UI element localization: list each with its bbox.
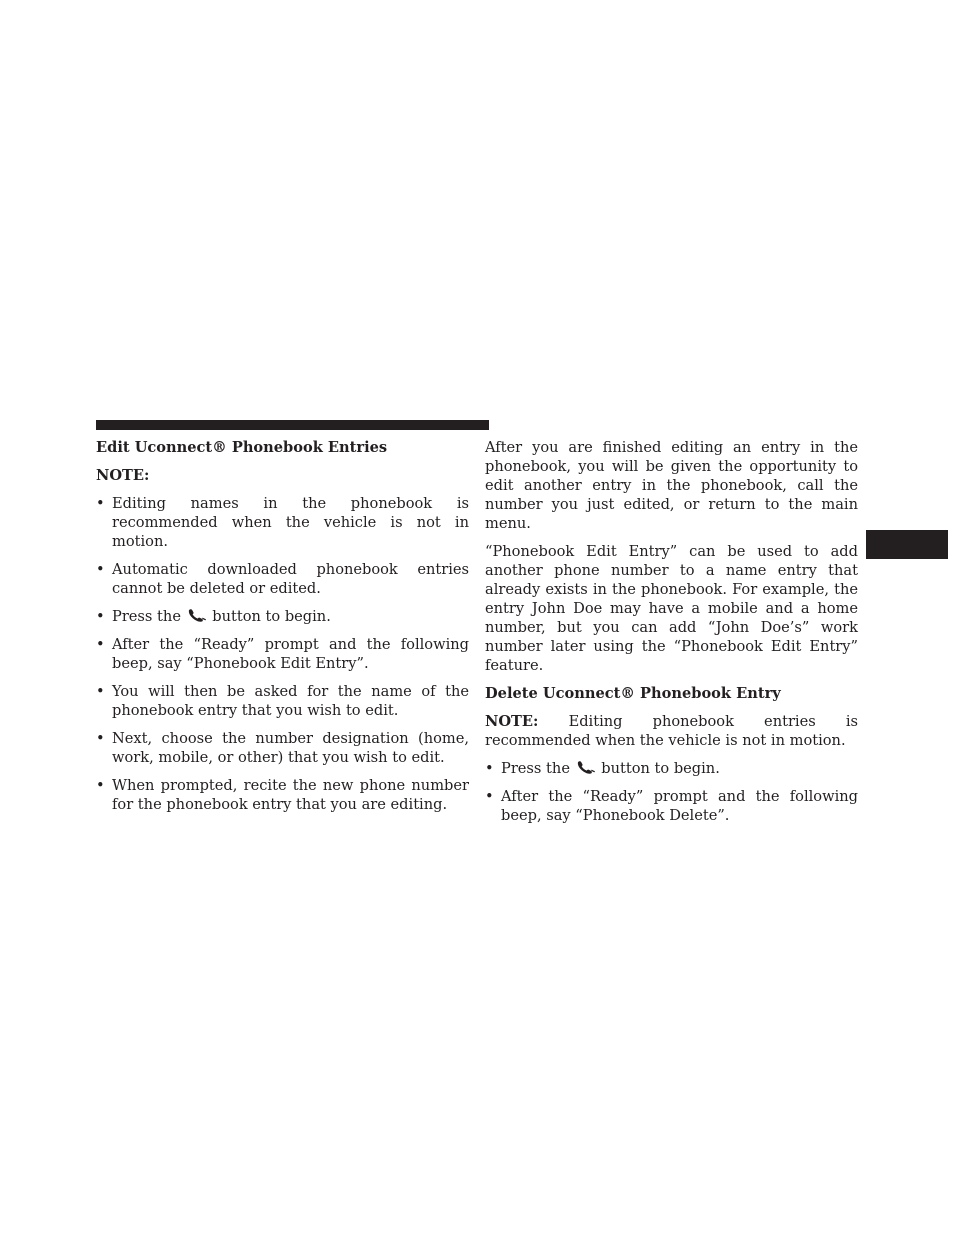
list-item: • Press the button to begin. bbox=[485, 760, 720, 777]
bullet: • bbox=[96, 608, 105, 625]
right-column bbox=[485, 438, 858, 834]
delete-note: NOTE: Editing phonebook entries is recommended when the vehicle is not in motion. bbox=[485, 713, 859, 749]
bullet: • bbox=[96, 730, 105, 747]
list-item: • When prompted, recite the new phone number for the phonebook entry that you are editing. bbox=[96, 777, 469, 813]
section-rule bbox=[96, 420, 489, 430]
list-item: • Editing names in the phonebook is recommended when the vehicle is not in motion. bbox=[96, 495, 469, 550]
bullet: • bbox=[485, 760, 494, 777]
phone-icon bbox=[187, 608, 207, 622]
left-column bbox=[96, 438, 469, 823]
list-item: • After the “Ready” prompt and the following beep, say “Phonebook Edit Entry”. bbox=[96, 636, 469, 672]
chapter-tab bbox=[866, 530, 948, 559]
paragraph-after-editing: After you are finished editing an entry in the phonebook, you will be given the opportunity to edit another entry in the phonebook, call the number you just edited, or return to the main menu. bbox=[485, 439, 858, 532]
bullet: • bbox=[96, 777, 105, 794]
list-item: • Automatic downloaded phonebook entries cannot be deleted or edited. bbox=[96, 561, 469, 597]
bullet: • bbox=[96, 561, 105, 578]
paragraph-edit-entry-usage: “Phonebook Edit Entry” can be used to add another phone number to a name entry that already exists in the phonebook. For example, the entry John Doe may have a mobile and a home number, but you can add “John Doe’s” work number later using the “Phonebook Edit Entry” feature. bbox=[485, 543, 858, 674]
list-item: • After the “Ready” prompt and the following beep, say “Phonebook Delete”. bbox=[485, 788, 858, 824]
phone-icon bbox=[576, 760, 596, 774]
note-label: NOTE: bbox=[96, 467, 150, 484]
bullet: • bbox=[96, 683, 105, 700]
section-heading-edit: Edit Uconnect® Phonebook Entries bbox=[96, 439, 388, 456]
delete-steps-list bbox=[485, 759, 858, 825]
bullet: • bbox=[96, 636, 105, 653]
edit-steps-list bbox=[96, 494, 469, 814]
list-item: • Next, choose the number designation (home, work, mobile, or other) that you wish to edit. bbox=[96, 730, 469, 766]
bullet: • bbox=[485, 788, 494, 805]
list-item: • Press the button to begin. bbox=[96, 608, 331, 625]
list-item: • You will then be asked for the name of the phonebook entry that you wish to edit. bbox=[96, 683, 469, 719]
section-heading-delete: Delete Uconnect® Phonebook Entry bbox=[485, 685, 781, 702]
bullet: • bbox=[96, 495, 105, 512]
note-label: NOTE: bbox=[485, 713, 539, 730]
